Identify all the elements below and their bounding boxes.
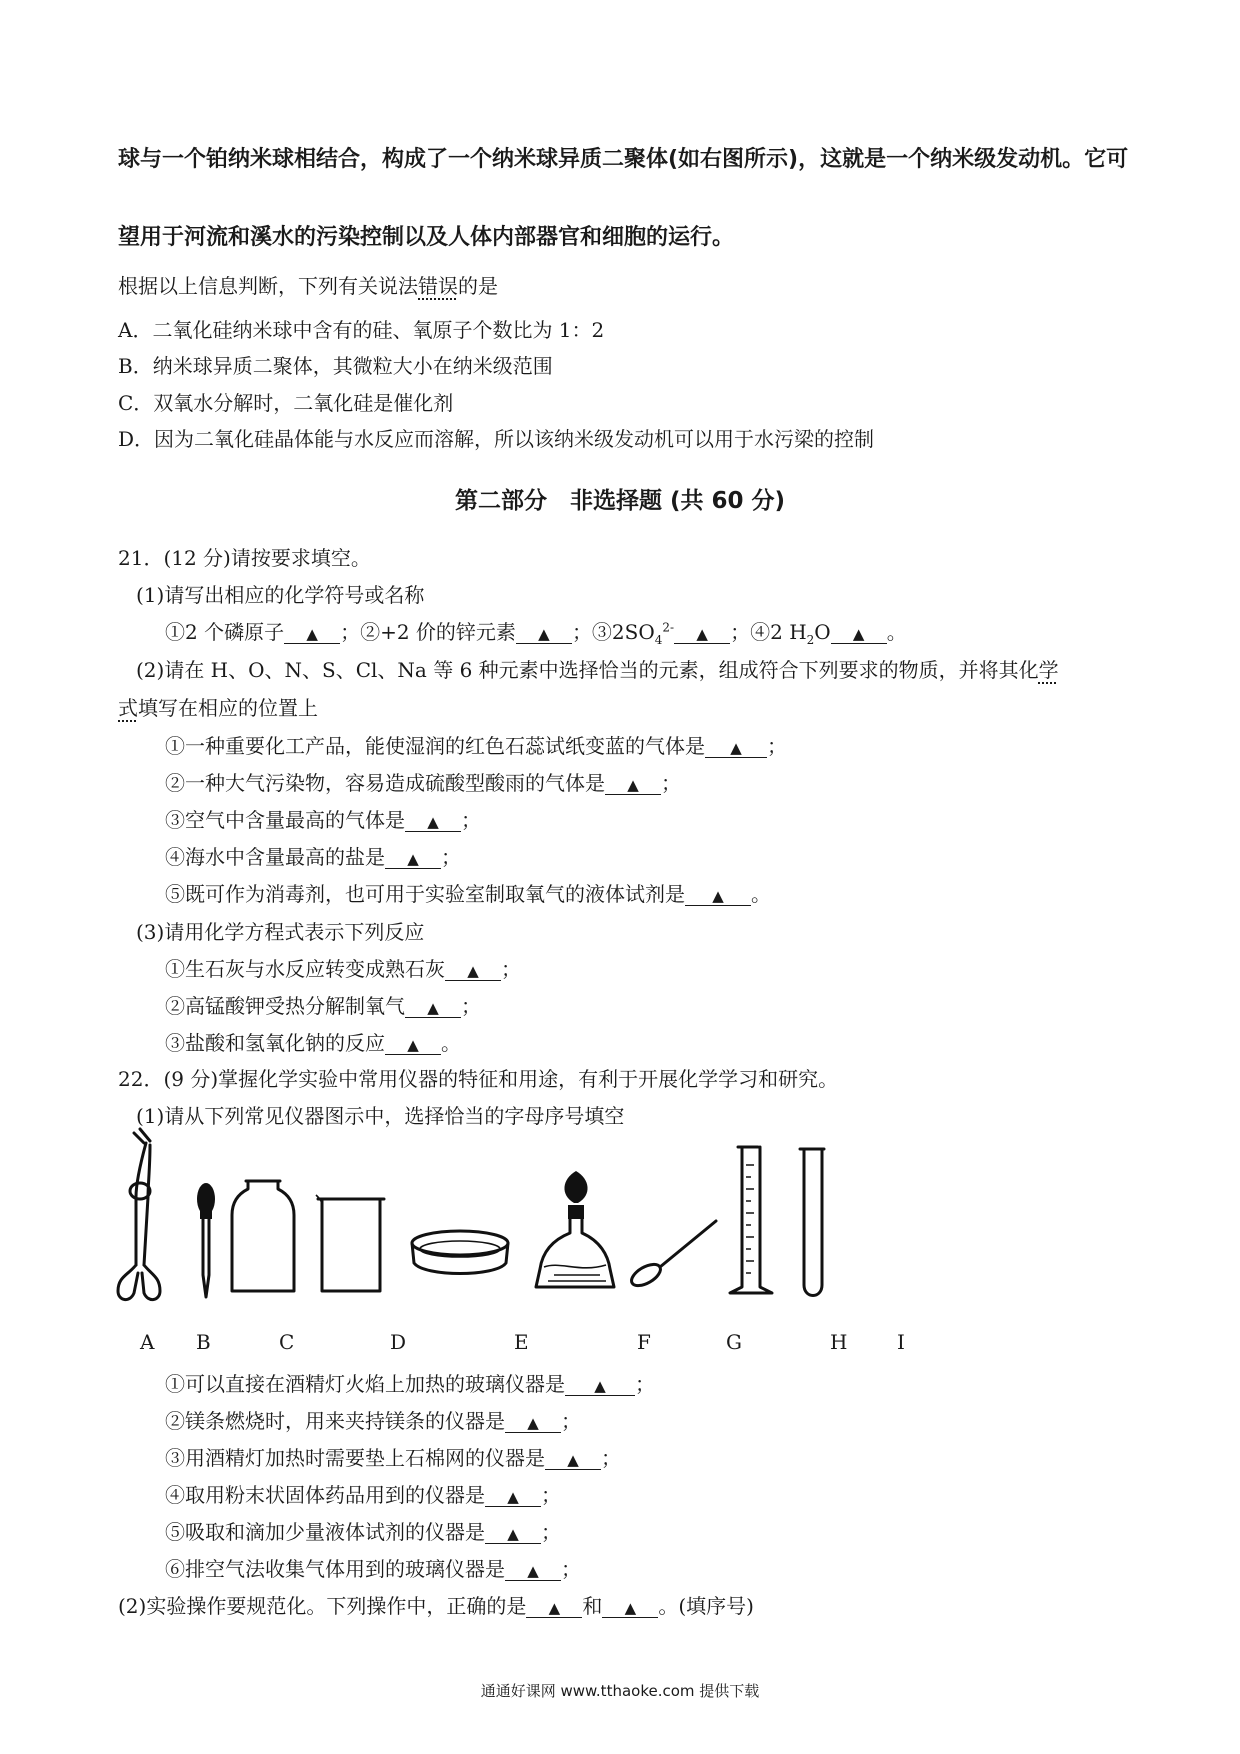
evaporating-dish-icon: [412, 1231, 508, 1274]
intro-line-1: 球与一个铂纳米球相结合，构成了一个纳米球异质二聚体(如右图所示)，这就是一个纳米级发动机。它可: [118, 147, 1129, 172]
item-end: ；: [461, 994, 481, 1018]
item-end: 。: [441, 1031, 461, 1055]
q21-p1-end: 。: [886, 620, 907, 644]
item-text: ①可以直接在酒精灯火焰上加热的玻璃仪器是: [165, 1372, 565, 1396]
crucible-tongs-icon: [118, 1129, 160, 1300]
label-f: F: [637, 1330, 651, 1354]
label-a: A: [140, 1330, 155, 1354]
q20-option-a: A．二氧化硅纳米球中含有的硅、氧原子个数比为 1：2: [118, 318, 605, 342]
label-d: D: [390, 1330, 407, 1354]
blank-triangle-icon: ▲: [594, 1377, 606, 1395]
item-end: ；: [661, 771, 681, 795]
q21-part2-line2: [118, 692, 318, 721]
q21-p2-item-5: [165, 878, 771, 907]
q21-p1-c: ；③2SO: [571, 620, 655, 644]
q22-p2-post: 。(填序号): [658, 1594, 754, 1618]
q21-p3-item-3: [165, 1027, 461, 1056]
superscript: 2-: [662, 620, 675, 635]
item-text: ②一种大气污染物，容易造成硫酸型酸雨的气体是: [165, 771, 605, 795]
medicine-spoon-icon: [628, 1221, 716, 1290]
answer-blank[interactable]: [565, 1374, 635, 1396]
item-text: ④取用粉末状固体药品用到的仪器是: [165, 1483, 485, 1507]
answer-blank[interactable]: [602, 1596, 658, 1618]
answer-blank[interactable]: [385, 1033, 441, 1055]
q20-stem: [118, 270, 498, 299]
item-text: ③用酒精灯加热时需要垫上石棉网的仪器是: [165, 1446, 545, 1470]
section-title: 第二部分 非选择题 (共 60 分): [454, 488, 786, 514]
item-end: ；: [635, 1372, 655, 1396]
blank-triangle-icon: ▲: [730, 739, 742, 757]
q22-item-3: [165, 1442, 621, 1471]
q20-stem-emph: 错误: [418, 274, 458, 298]
item-end: ；: [541, 1483, 561, 1507]
answer-blank[interactable]: [445, 959, 501, 981]
label-b: B: [196, 1330, 211, 1354]
q22-p2-pre: (2)实验操作要规范化。下列操作中，正确的是: [118, 1594, 527, 1618]
q22-item-2: [165, 1405, 581, 1434]
blank-triangle-icon: ▲: [567, 1451, 579, 1469]
item-end: ；: [561, 1557, 581, 1581]
blank-triangle-icon: ▲: [467, 962, 479, 980]
blank-triangle-icon: ▲: [427, 813, 439, 831]
item-text: ①生石灰与水反应转变成熟石灰: [165, 957, 445, 981]
label-e: E: [514, 1330, 529, 1354]
answer-blank[interactable]: [485, 1485, 541, 1507]
answer-blank[interactable]: [505, 1411, 561, 1433]
q21-p2-line1-pre: (2)请在 H、O、N、S、Cl、Na 等 6 种元素中选择恰当的元素，组成符合下列要求的物质，并将其化: [136, 658, 1039, 682]
subscript: 2: [806, 633, 815, 647]
item-text: ④海水中含量最高的盐是: [165, 845, 385, 869]
q22-item-4: [165, 1479, 561, 1508]
alcohol-lamp-icon: [536, 1171, 614, 1287]
beaker-icon: [316, 1195, 384, 1291]
q20-option-d: D．因为二氧化硅晶体能与水反应而溶解，所以该纳米级发动机可以用于水污梁的控制: [118, 427, 875, 451]
q21-p2-item-3: [165, 804, 481, 833]
test-tube-icon: [800, 1149, 824, 1296]
q21-p2-line1-emph: 学: [1038, 658, 1059, 682]
answer-blank[interactable]: [605, 773, 661, 795]
label-c: C: [279, 1330, 295, 1354]
intro-line-2: 望用于河流和溪水的污染控制以及人体内部器官和细胞的运行。: [118, 225, 735, 250]
blank-triangle-icon: ▲: [407, 1036, 419, 1054]
label-g: G: [726, 1330, 742, 1354]
q22-item-5: [165, 1516, 561, 1545]
blank-triangle-icon: ▲: [624, 1599, 637, 1617]
blank-triangle-icon: ▲: [407, 850, 419, 868]
blank-triangle-icon: ▲: [712, 887, 724, 905]
item-end: ；: [461, 808, 481, 832]
q21-part3-title: (3)请用化学方程式表示下列反应: [136, 920, 425, 944]
q20-option-c: C．双氧水分解时，二氧化硅是催化剂: [118, 391, 454, 415]
item-end: 。: [751, 882, 771, 906]
graduated-cylinder-icon: [730, 1147, 772, 1293]
answer-blank[interactable]: [505, 1559, 561, 1581]
item-end: ；: [541, 1520, 561, 1544]
q21-p2-item-4: [165, 841, 461, 870]
answer-blank[interactable]: [545, 1448, 601, 1470]
q22-item-1: [165, 1368, 655, 1397]
item-text: ②镁条燃烧时，用来夹持镁条的仪器是: [165, 1409, 505, 1433]
q21-p1-d: ；④2 H: [730, 620, 807, 644]
blank-triangle-icon: ▲: [852, 625, 865, 643]
item-text: ②高锰酸钾受热分解制氧气: [165, 994, 405, 1018]
q21-part1-title: (1)请写出相应的化学符号或名称: [136, 583, 425, 607]
blank-triangle-icon: ▲: [627, 776, 639, 794]
q21-p2-item-1: [165, 730, 787, 759]
q21-p1-a: ①2 个磷原子: [165, 620, 285, 644]
q21-header: 21．(12 分)请按要求填空。: [118, 546, 371, 570]
q21-p2-line2-emph: 式: [118, 696, 138, 720]
gas-bottle-icon: [232, 1181, 294, 1291]
label-h: H: [830, 1330, 848, 1354]
answer-blank[interactable]: [831, 622, 887, 644]
q21-p1-d-post: O: [814, 620, 831, 644]
q22-header: 22．(9 分)掌握化学实验中常用仪器的特征和用途，有利于开展化学学习和研究。: [118, 1067, 839, 1091]
label-i: I: [897, 1330, 905, 1354]
q21-p3-item-1: [165, 953, 521, 982]
answer-blank[interactable]: [526, 1596, 582, 1618]
item-end: ；: [501, 957, 521, 981]
blank-triangle-icon: ▲: [507, 1525, 519, 1543]
item-text: ⑥排空气法收集气体用到的玻璃仪器是: [165, 1557, 505, 1581]
q21-part1-items: [165, 616, 907, 647]
q21-part2-line1: [136, 654, 1059, 683]
blank-triangle-icon: ▲: [507, 1488, 519, 1506]
item-end: ；: [767, 734, 787, 758]
item-text: ③盐酸和氢氧化钠的反应: [165, 1031, 385, 1055]
page-footer: 通通好课网 www.tthaoke.com 提供下载: [480, 1682, 760, 1700]
answer-blank[interactable]: [685, 884, 751, 906]
item-text: ⑤吸取和滴加少量液体试剂的仪器是: [165, 1520, 485, 1544]
q21-p3-item-2: [165, 990, 481, 1019]
answer-blank[interactable]: [405, 810, 461, 832]
answer-blank[interactable]: [284, 622, 340, 644]
q20-stem-post: 的是: [458, 274, 498, 298]
item-text: ①一种重要化工产品，能使湿润的红色石蕊试纸变蓝的气体是: [165, 734, 705, 758]
blank-triangle-icon: ▲: [538, 625, 550, 643]
answer-blank[interactable]: [516, 622, 572, 644]
q22-part1-title: (1)请从下列常见仪器图示中，选择恰当的字母序号填空: [136, 1104, 625, 1128]
item-end: ；: [601, 1446, 621, 1470]
q22-part2: [118, 1590, 754, 1619]
subscript: 4: [654, 633, 663, 647]
q22-item-6: [165, 1553, 581, 1582]
q20-stem-pre: 根据以上信息判断，下列有关说法: [118, 274, 418, 298]
item-end: ；: [561, 1409, 581, 1433]
blank-triangle-icon: ▲: [306, 625, 318, 643]
item-end: ；: [441, 845, 461, 869]
dropper-icon: [197, 1183, 215, 1297]
blank-triangle-icon: ▲: [696, 625, 708, 643]
answer-blank[interactable]: [385, 847, 441, 869]
q20-option-b: B．纳米球异质二聚体，其微粒大小在纳米级范围: [118, 354, 553, 378]
blank-triangle-icon: ▲: [548, 1599, 561, 1617]
answer-blank[interactable]: [405, 996, 461, 1018]
item-text: ⑤既可作为消毒剂，也可用于实验室制取氧气的液体试剂是: [165, 882, 685, 906]
q21-p1-b: ；②+2 价的锌元素: [340, 620, 516, 644]
blank-triangle-icon: ▲: [527, 1562, 539, 1580]
q22-p2-mid: 和: [582, 1594, 603, 1618]
answer-blank[interactable]: [485, 1522, 541, 1544]
q21-p2-line2-post: 填写在相应的位置上: [138, 696, 318, 720]
answer-blank[interactable]: [705, 736, 767, 758]
apparatus-figure: [110, 1125, 950, 1325]
item-text: ③空气中含量最高的气体是: [165, 808, 405, 832]
q21-p2-item-2: [165, 767, 681, 796]
blank-triangle-icon: ▲: [527, 1414, 539, 1432]
blank-triangle-icon: ▲: [427, 999, 439, 1017]
answer-blank[interactable]: [674, 622, 730, 644]
